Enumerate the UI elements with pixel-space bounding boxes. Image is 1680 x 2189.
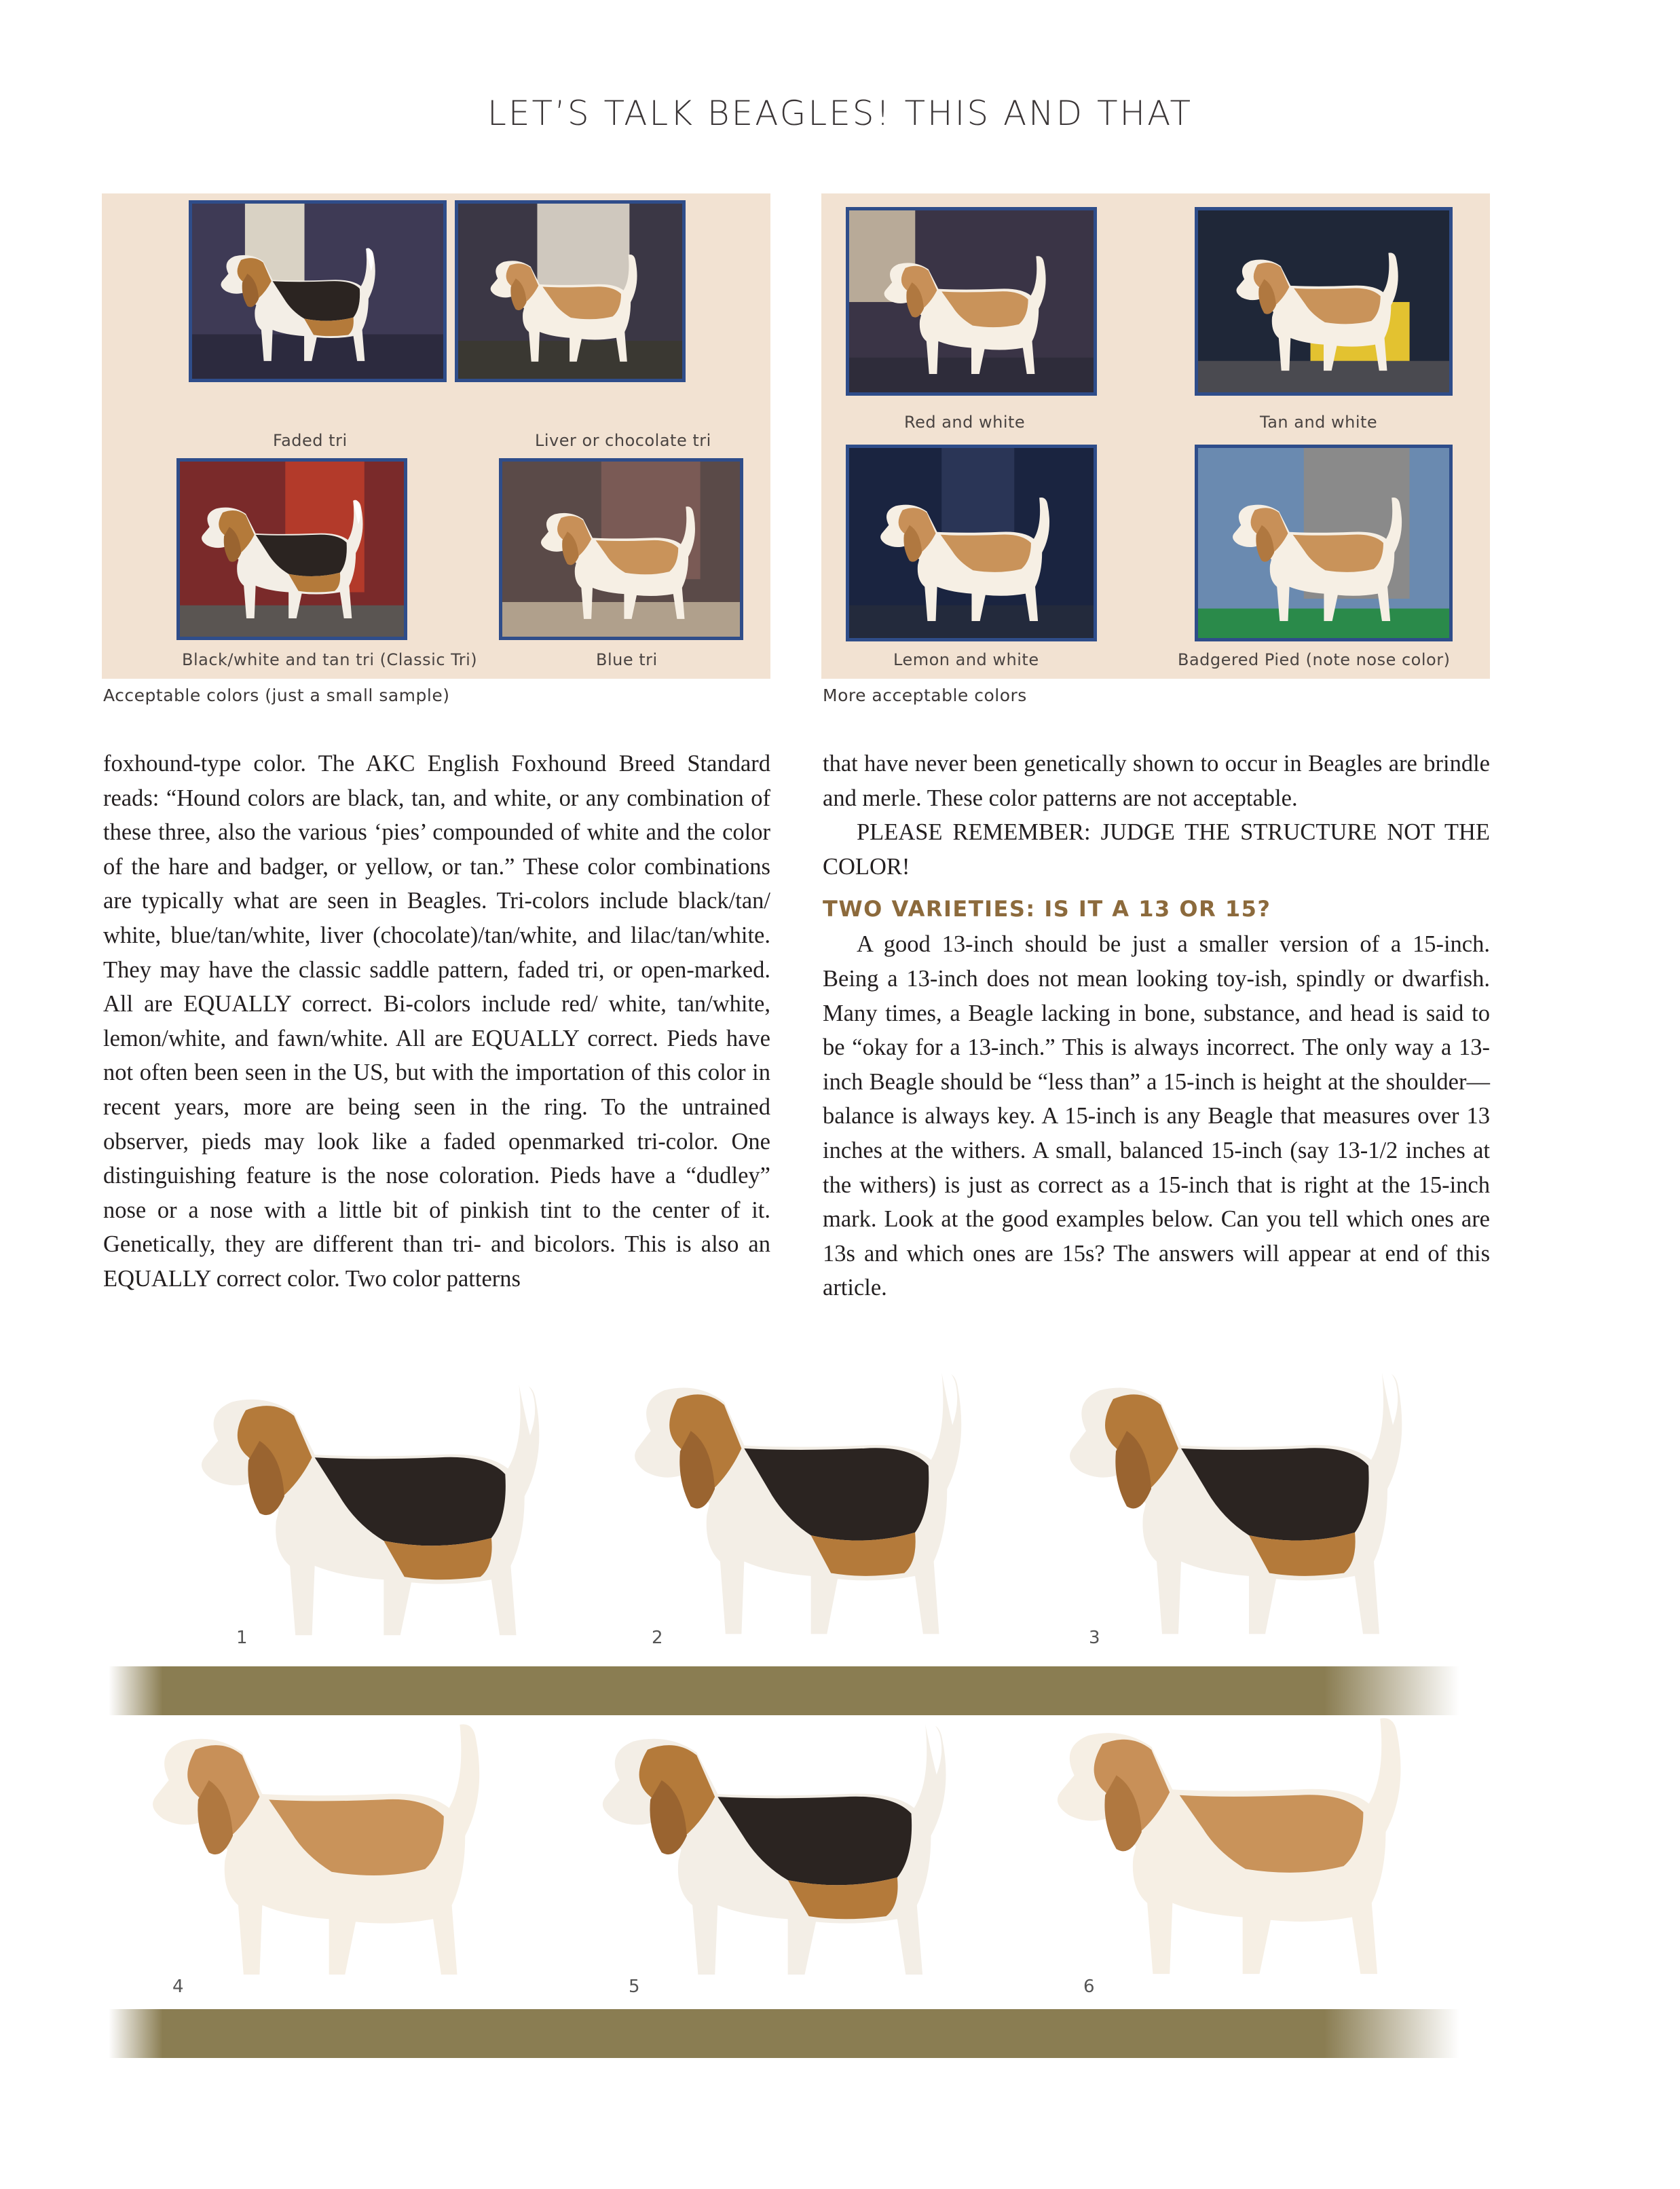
photo-tan-white — [1195, 207, 1453, 396]
article-paragraph: A good 13-inch should be just a smaller version of a 15-inch. Being a 13-inch does not mean looking toy-ish, spindly or dwarfish. Many times, a Beagle lacking in bone, substance, and head is said to be “okay for a 13-inch.” This is always incorrect. The only way a 13-inch Beagle should be “less than” a 15-inch is height at the shoulder—balance is always key. A 15-inch is any Beagle that measures over 13 inches at the withers. A small, balanced 15-inch (say 13-1/2 inches at the withers) is just as correct as a 15-inch that is right at the 15-inch mark. Look at the good examples below. Can you tell which ones are 13s and which ones are 15s? The answers will appear at end of this article. — [823, 931, 1490, 1301]
beagle-number-4: 4 — [172, 1977, 184, 1997]
beagle-number-6: 6 — [1083, 1977, 1095, 1997]
photo-faded-tri — [189, 200, 447, 382]
article-column-left — [103, 747, 770, 1296]
photo-lemon-white — [846, 445, 1097, 641]
beagle-number-2: 2 — [652, 1628, 663, 1648]
label-classic-tri: Black/white and tan tri (Classic Tri) — [182, 650, 478, 669]
section-heading: TWO VARIETIES: IS IT A 13 OR 15? — [823, 896, 1271, 922]
beagle-photo-3 — [1032, 1344, 1439, 1663]
label-tan-white: Tan and white — [1260, 413, 1378, 432]
beagle-number-1: 1 — [236, 1628, 248, 1648]
beagle-photo-6 — [1018, 1690, 1439, 2002]
beagle-photo-5 — [563, 1697, 984, 2002]
beagle-photo-4 — [115, 1697, 516, 2002]
label-lemon-white: Lemon and white — [893, 650, 1039, 669]
label-red-white: Red and white — [904, 413, 1026, 432]
article-column-right — [823, 747, 1490, 1305]
beagle-number-3: 3 — [1089, 1628, 1100, 1648]
beagle-photo-2 — [597, 1344, 998, 1663]
photo-classic-tri — [176, 458, 407, 640]
label-faded-tri: Faded tri — [273, 431, 348, 450]
caption-left: Acceptable colors (just a small sample) — [103, 686, 450, 705]
beagle-number-5: 5 — [629, 1977, 640, 1997]
page-header: LET’S TALK BEAGLES! THIS AND THAT — [487, 94, 1193, 133]
article-paragraph: foxhound-type color. The AKC English Foxhound Breed Standard reads: “Hound colors are black, tan, and white, or any combination of these three, also the various ‘pies’ compounded of white and the color of the hare and badger, or yellow, or tan.” These color combinations are typically what are seen in Beagles. Tri-colors include black/tan/ white, blue/tan/white, liver (chocolate)/tan/white, and lilac/tan/white. They may have the classic saddle pattern, faded tri, or open-marked. All are EQUALLY correct. Bi-colors include red/ white, tan/white, lemon/white, and fawn/white. All are EQUALLY correct. Pieds have not often been seen in the US, but with the importation of this color in recent years, more are being seen in the ring. To the untrained observer, pieds may look like a faded openmarked tri-color. One distinguishing feature is the nose coloration. Pieds have a “dudley” nose or a nose with a little bit of pinkish tint to the center of it. Genetically, they are different than tri- and bicolors. This is also an EQUALLY correct color. Two color patterns — [103, 751, 770, 1292]
photo-red-white — [846, 207, 1097, 396]
ground-strip-bottom — [109, 2009, 1459, 2058]
photo-badgered-pied — [1195, 445, 1453, 641]
color-photo-panel-left — [102, 193, 770, 679]
beagle-photo-1 — [163, 1358, 577, 1663]
label-liver-tri: Liver or chocolate tri — [535, 431, 711, 450]
article-reminder: PLEASE REMEMBER: JUDGE THE STRUCTURE NOT THE COLOR! — [823, 819, 1490, 880]
photo-liver-tri — [455, 200, 686, 382]
label-badgered-pied: Badgered Pied (note nose color) — [1178, 650, 1451, 669]
photo-blue-tri — [499, 458, 743, 640]
caption-right: More acceptable colors — [823, 686, 1027, 705]
article-paragraph: that have never been genetically shown to occur in Beagles are brindle and merle. These color patterns are not acceptable. — [823, 751, 1490, 811]
color-photo-panel-right — [821, 193, 1490, 679]
label-blue-tri: Blue tri — [596, 650, 658, 669]
